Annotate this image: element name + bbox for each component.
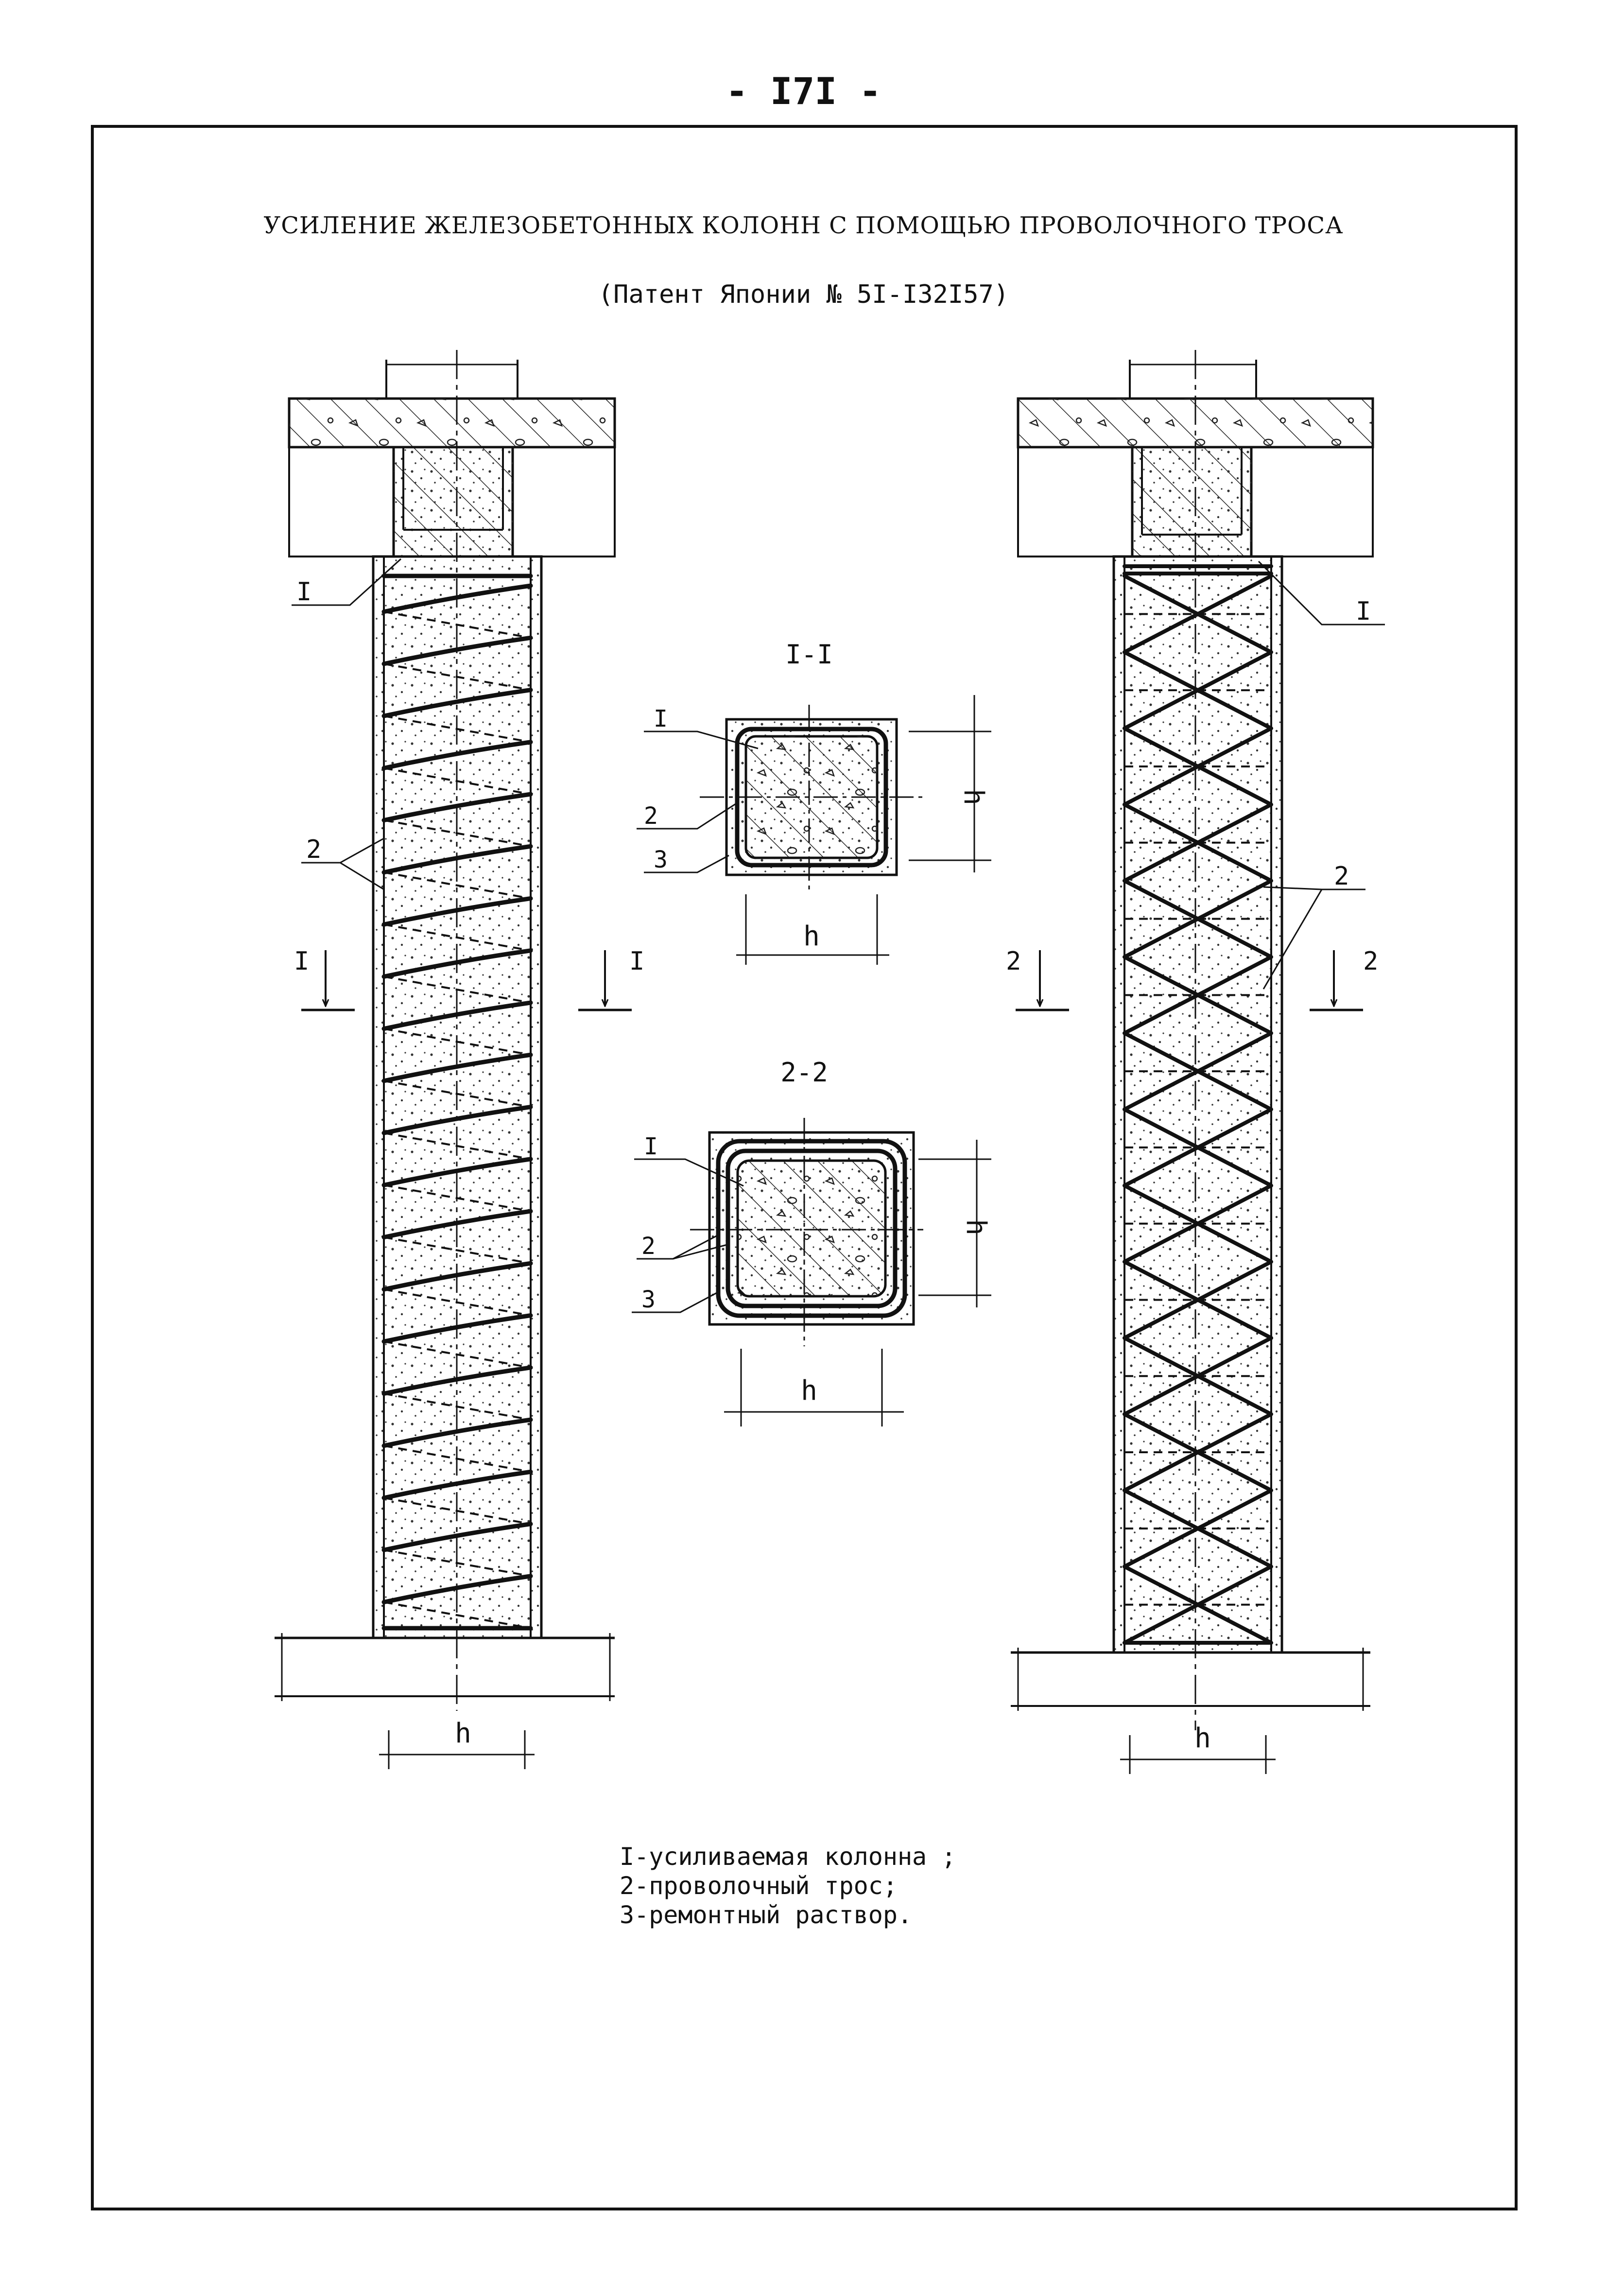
legend-item-1: I-усиливаемая колонна ; — [620, 1843, 956, 1871]
section-2-dim-height: h — [960, 1219, 992, 1235]
section-1-callout-1: I — [654, 705, 668, 732]
legend-item-3: 3-ремонтный раствор. — [620, 1901, 913, 1929]
section-1-dim-width: h — [803, 921, 820, 952]
section-1-title: I-I — [785, 639, 833, 670]
left-dimension-h: h — [455, 1718, 471, 1749]
legend-item-2: 2-проволочный трос; — [620, 1872, 898, 1900]
legend — [620, 1842, 956, 1930]
section-1-callout-3: 3 — [654, 846, 668, 873]
section-2-callout-3: 3 — [641, 1286, 656, 1313]
section-1-callout-2: 2 — [644, 802, 658, 830]
left-callout-1: I — [296, 577, 312, 607]
left-column-elevation — [275, 350, 644, 1769]
right-callout-2: 2 — [1334, 862, 1349, 891]
right-section-mark-left: 2 — [1006, 947, 1021, 976]
left-callout-2: 2 — [306, 835, 322, 864]
right-column-elevation — [1006, 350, 1385, 1774]
document-title: УСИЛЕНИЕ ЖЕЛЕЗОБЕТОННЫХ КОЛОНН С ПОМОЩЬЮ ПРОВОЛОЧНОГО ТРОСА — [263, 212, 1344, 239]
section-2-2 — [632, 1057, 992, 1426]
right-dimension-h: h — [1194, 1722, 1211, 1754]
section-2-dim-width: h — [801, 1375, 817, 1407]
section-2-callout-1: I — [644, 1133, 658, 1160]
page-number: - I7I - — [726, 70, 881, 113]
left-section-mark-left: I — [294, 947, 310, 976]
right-callout-1: I — [1356, 597, 1371, 626]
section-1-dim-height: h — [958, 789, 989, 805]
section-1-1 — [637, 639, 991, 965]
section-2-callout-2: 2 — [641, 1233, 656, 1260]
document-subtitle: (Патент Японии № 5I-I32I57) — [598, 280, 1009, 309]
right-section-mark-right: 2 — [1363, 947, 1379, 976]
section-2-title: 2-2 — [780, 1057, 828, 1088]
left-section-mark-right: I — [629, 947, 645, 976]
